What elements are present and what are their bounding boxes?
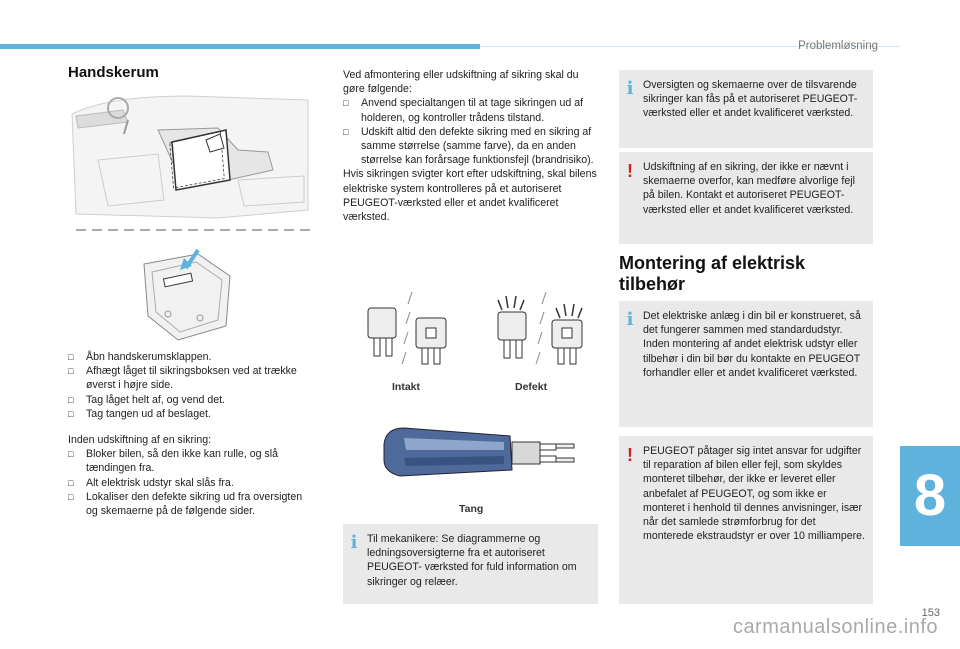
fuse-pliers-illustration: [380, 420, 580, 484]
fusebox-lid-illustration: [138, 244, 238, 344]
glovebox-illustration: [68, 90, 316, 222]
bullet-icon: □: [68, 491, 74, 502]
caption-defekt: Defekt: [515, 381, 548, 393]
mechanics-info-note: i Til mekanikere: Se diagrammerne og ledningsoversigterne fra et autoriseret PEUGEOT- værksted for fuld information om sikringer og relæer.: [343, 524, 598, 604]
info-icon: i: [626, 309, 634, 330]
bullet-icon: □: [68, 352, 74, 362]
chapter-tab: [900, 446, 960, 546]
liability-warning-note: ! PEUGEOT påtager sig intet ansvar for udgifter til reparation af bilen eller fejl, som skyldes monteret tilbehør, der ikke er leveret eller anbefalet af PEUGEOT, og som ikke er monteret i henhold til dennes anvisninger, især når det samlede strømforbrug for det monterede ekstraudstyr er over 10 milliampere.: [619, 436, 873, 604]
bullet-icon: □: [68, 408, 74, 419]
list-item: □ Tag låget helt af, og vend det.: [68, 393, 225, 406]
replacement-intro: Ved afmontering eller udskiftning af sikring skal du gøre følgende:: [343, 69, 579, 96]
list-item: □ Udskift altid den defekte sikring med en sikring af samme størrelse (samme farve), da en anden størrelse kan forårsage funktionsfejl (brandrisiko).: [343, 125, 594, 167]
fuse-defect-illustration: [492, 290, 592, 366]
list-item: □ Lokaliser den defekte sikring ud fra oversigten og skemaerne på de følgende sider.: [68, 490, 303, 518]
info-icon: i: [626, 78, 634, 99]
accessories-heading: Montering af elektrisk tilbehør: [619, 253, 806, 294]
fuse-overview-info-note: i Oversigten og skemaerne over de tilsvarende sikringer kan fås på et autoriseret PEUGEOT-værksted eller et andet kvalificeret værksted.: [619, 70, 873, 148]
bullet-icon: □: [68, 366, 74, 377]
bullet-icon: □: [68, 477, 74, 488]
accessories-info-note: i Det elektriske anlæg i din bil er konstrueret, så det fungerer sammen med standardudstyr. Inden montering af andet elektrisk udstyr eller tilbehør i din bil bør du kontakte en PEUGEOT forhandler eller et andet kvalificeret værksted.: [619, 301, 873, 427]
list-item: □ Afhægt låget til sikringsboksen ved at trække øverst i højre side.: [68, 365, 297, 392]
list-item: □ Bloker bilen, så den ikke kan rulle, og slå tændingen fra.: [68, 448, 278, 475]
chapter-number: 8: [913, 463, 947, 528]
info-icon: i: [350, 532, 358, 553]
fuse-warning-note: ! Udskiftning af en sikring, der ikke er nævnt i skemaerne overfor, kan medføre alvorlige fejl på bilen. Kontakt et autoriseret PEUGEOT-værksted eller et andet kvalificeret værksted.: [619, 152, 873, 244]
preparation-intro: Inden udskiftning af en sikring:: [68, 434, 212, 447]
top-accent-bar: [0, 44, 480, 49]
section-title: Problemløsning: [798, 40, 878, 52]
list-item: □ Anvend specialtangen til at tage sikringen ud af holderen, og kontroller trådens tilstand.: [343, 97, 584, 124]
list-item: □ Tag tangen ud af beslaget.: [68, 407, 211, 420]
divider-dashed: [76, 228, 316, 232]
bullet-icon: □: [68, 449, 74, 460]
caption-intakt: Intakt: [392, 381, 421, 393]
left-column-text: [68, 350, 308, 518]
fuse-intact-illustration: [364, 290, 464, 366]
bullet-icon: □: [343, 98, 349, 109]
bullet-icon: □: [68, 394, 74, 405]
warning-icon: !: [627, 445, 633, 465]
bullet-icon: □: [343, 126, 349, 137]
caption-tang: Tang: [459, 503, 484, 515]
page-number: 153: [921, 607, 940, 619]
list-item: □ Alt elektrisk udstyr skal slås fra.: [68, 476, 234, 489]
middle-column-text: [343, 68, 599, 224]
warning-icon: !: [627, 161, 633, 181]
watermark: carmanualsonline.info: [732, 616, 938, 638]
failure-paragraph: Hvis sikringen svigter kort efter udskiftning, skal bilens elektriske system kontrolleres på et autoriseret PEUGEOT-værksted eller et andet kvalificeret værksted.: [343, 168, 597, 224]
glovebox-heading: Handskerum: [68, 64, 159, 81]
list-item: □ Åbn handskerumsklappen.: [68, 351, 212, 363]
